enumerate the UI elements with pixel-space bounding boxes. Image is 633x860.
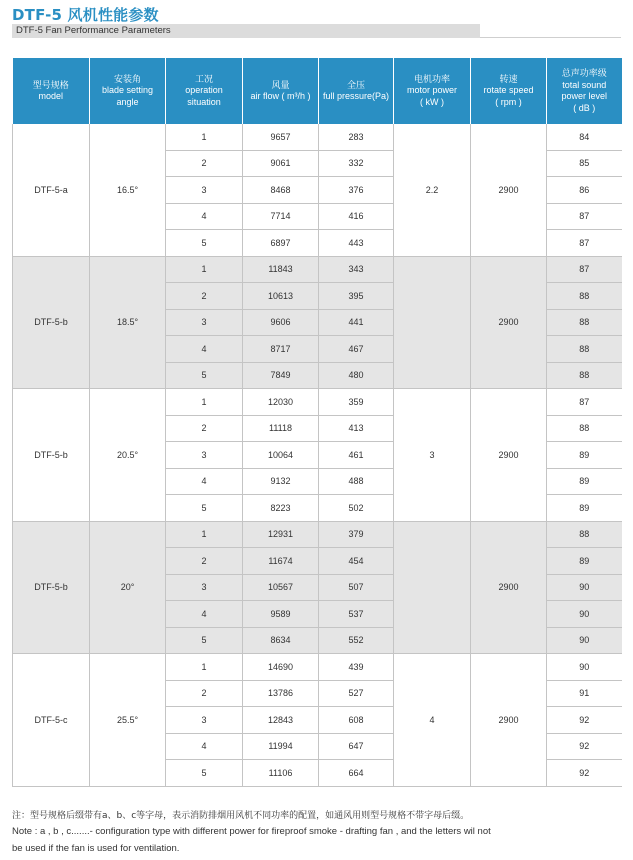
sound-level-cell: 86 <box>547 177 622 204</box>
situation-cell: 2 <box>166 680 243 707</box>
pressure-cell: 359 <box>319 389 394 416</box>
situation-cell: 3 <box>166 574 243 601</box>
model-cell: DTF-5-c <box>13 654 90 787</box>
airflow-cell: 9606 <box>243 309 319 336</box>
angle-cell: 16.5° <box>90 124 166 256</box>
column-header-model <box>13 58 90 124</box>
pressure-cell: 608 <box>319 707 394 734</box>
situation-cell: 2 <box>166 415 243 442</box>
airflow-cell: 9589 <box>243 601 319 628</box>
column-header-en: rotate speed <box>483 85 534 96</box>
pressure-cell: 441 <box>319 309 394 336</box>
column-header-full-pressure <box>319 58 394 124</box>
situation-cell: 1 <box>166 654 243 681</box>
situation-cell: 2 <box>166 283 243 310</box>
column-header-en: total sound <box>562 79 607 90</box>
sound-level-cell: 84 <box>547 124 622 150</box>
sound-level-cell: 85 <box>547 150 622 177</box>
situation-cell: 3 <box>166 309 243 336</box>
airflow-cell: 11843 <box>243 256 319 283</box>
pressure-cell: 664 <box>319 760 394 787</box>
note-english-line-1: Note : a , b , c.......- configuration type with different power for fireproof smoke - drafting fan , and the letters wil not <box>12 826 491 837</box>
model-cell: DTF-5-a <box>13 124 90 256</box>
model-cell: DTF-5-b <box>13 521 90 654</box>
column-header-cn: 转速 <box>499 73 518 84</box>
pressure-cell: 376 <box>319 177 394 204</box>
pressure-cell: 647 <box>319 733 394 760</box>
column-header-cn: 全压 <box>346 79 365 90</box>
pressure-cell: 552 <box>319 627 394 654</box>
sound-level-cell: 87 <box>547 389 622 416</box>
pressure-cell: 413 <box>319 415 394 442</box>
situation-cell: 3 <box>166 442 243 469</box>
situation-cell: 1 <box>166 521 243 548</box>
airflow-cell: 6897 <box>243 230 319 257</box>
table-row <box>13 256 622 283</box>
table-row <box>13 389 622 416</box>
motor-power-cell: 2.2 <box>394 124 471 256</box>
airflow-cell: 12030 <box>243 389 319 416</box>
airflow-cell: 7849 <box>243 362 319 389</box>
airflow-cell: 9061 <box>243 150 319 177</box>
rotate-speed-cell: 2900 <box>471 124 547 256</box>
airflow-cell: 9132 <box>243 468 319 495</box>
column-header-en: ( rpm ) <box>495 96 522 107</box>
airflow-cell: 10567 <box>243 574 319 601</box>
pressure-cell: 454 <box>319 548 394 575</box>
page-subtitle: DTF-5 Fan Performance Parameters <box>16 25 171 36</box>
sound-level-cell: 89 <box>547 442 622 469</box>
airflow-cell: 13786 <box>243 680 319 707</box>
table-row <box>13 521 622 548</box>
situation-cell: 4 <box>166 601 243 628</box>
sound-level-cell: 89 <box>547 468 622 495</box>
situation-cell: 2 <box>166 150 243 177</box>
pressure-cell: 395 <box>319 283 394 310</box>
note-chinese: 注：型号规格后缀带有a、b、c等字母，表示消防排烟用风机不同功率的配置，如通风用则型号规格不带字母后缀。 <box>12 811 470 821</box>
sound-level-cell: 88 <box>547 309 622 336</box>
column-header-en: operation <box>185 85 223 96</box>
column-header-air-flow <box>243 58 319 124</box>
rotate-speed-cell: 2900 <box>471 256 547 389</box>
sound-level-cell: 90 <box>547 654 622 681</box>
motor-power-cell <box>394 521 471 654</box>
sound-level-cell: 92 <box>547 707 622 734</box>
rotate-speed-cell: 2900 <box>471 389 547 522</box>
pressure-cell: 488 <box>319 468 394 495</box>
sound-level-cell: 92 <box>547 733 622 760</box>
situation-cell: 4 <box>166 203 243 230</box>
situation-cell: 5 <box>166 495 243 522</box>
situation-cell: 3 <box>166 707 243 734</box>
table-row <box>13 654 622 681</box>
airflow-cell: 8468 <box>243 177 319 204</box>
column-header-motor-power <box>394 58 471 124</box>
sound-level-cell: 90 <box>547 627 622 654</box>
column-header-blade-setting-angle <box>90 58 166 124</box>
situation-cell: 5 <box>166 760 243 787</box>
motor-power-cell <box>394 256 471 389</box>
pressure-cell: 343 <box>319 256 394 283</box>
column-header-en: blade setting <box>101 85 154 96</box>
pressure-cell: 439 <box>319 654 394 681</box>
column-header-total-sound-power-level <box>547 58 622 124</box>
pressure-cell: 461 <box>319 442 394 469</box>
situation-cell: 1 <box>166 389 243 416</box>
column-header-cn: 型号规格 <box>32 79 69 90</box>
airflow-cell: 7714 <box>243 203 319 230</box>
sound-level-cell: 88 <box>547 283 622 310</box>
pressure-cell: 467 <box>319 336 394 363</box>
sound-level-cell: 88 <box>547 336 622 363</box>
pressure-cell: 443 <box>319 230 394 257</box>
column-header-en: ( dB ) <box>573 102 596 113</box>
column-header-en: motor power <box>406 85 458 96</box>
column-header-en: air flow ( m³/h ) <box>250 91 311 101</box>
situation-cell: 5 <box>166 627 243 654</box>
airflow-cell: 9657 <box>243 124 319 150</box>
angle-cell: 18.5° <box>90 256 166 389</box>
pressure-cell: 527 <box>319 680 394 707</box>
sound-level-cell: 88 <box>547 362 622 389</box>
situation-cell: 2 <box>166 548 243 575</box>
pressure-cell: 416 <box>319 203 394 230</box>
sound-level-cell: 89 <box>547 495 622 522</box>
airflow-cell: 12843 <box>243 707 319 734</box>
column-header-en: power level <box>561 91 608 101</box>
sound-level-cell: 87 <box>547 203 622 230</box>
airflow-cell: 10064 <box>243 442 319 469</box>
table-header-row <box>13 58 622 124</box>
situation-cell: 3 <box>166 177 243 204</box>
column-header-cn: 安装角 <box>113 73 141 84</box>
angle-cell: 25.5° <box>90 654 166 787</box>
situation-cell: 5 <box>166 362 243 389</box>
performance-table <box>12 58 622 787</box>
airflow-cell: 12931 <box>243 521 319 548</box>
column-header-cn: 电机功率 <box>413 73 450 84</box>
pressure-cell: 507 <box>319 574 394 601</box>
sound-level-cell: 90 <box>547 574 622 601</box>
column-header-cn: 总声功率级 <box>561 68 607 78</box>
airflow-cell: 8223 <box>243 495 319 522</box>
pressure-cell: 480 <box>319 362 394 389</box>
column-header-operation-situation <box>166 58 243 124</box>
airflow-cell: 8634 <box>243 627 319 654</box>
rotate-speed-cell: 2900 <box>471 521 547 654</box>
sound-level-cell: 90 <box>547 601 622 628</box>
sound-level-cell: 87 <box>547 230 622 257</box>
page-title: DTF-5 风机性能参数 <box>12 6 159 24</box>
sound-level-cell: 89 <box>547 548 622 575</box>
pressure-cell: 502 <box>319 495 394 522</box>
column-header-en: full pressure(Pa) <box>322 91 390 101</box>
sound-level-cell: 88 <box>547 415 622 442</box>
sound-level-cell: 92 <box>547 760 622 787</box>
sound-level-cell: 91 <box>547 680 622 707</box>
airflow-cell: 11106 <box>243 760 319 787</box>
airflow-cell: 8717 <box>243 336 319 363</box>
pressure-cell: 379 <box>319 521 394 548</box>
column-header-cn: 风量 <box>271 79 290 90</box>
situation-cell: 1 <box>166 124 243 150</box>
column-header-cn: 工况 <box>194 73 213 84</box>
model-cell: DTF-5-b <box>13 256 90 389</box>
airflow-cell: 10613 <box>243 283 319 310</box>
column-header-en: situation <box>187 96 221 107</box>
airflow-cell: 11994 <box>243 733 319 760</box>
column-header-en: ( kW ) <box>420 96 444 107</box>
rotate-speed-cell: 2900 <box>471 654 547 787</box>
column-header-rotate-speed <box>471 58 547 124</box>
column-header-en: model <box>38 91 63 101</box>
pressure-cell: 283 <box>319 124 394 150</box>
angle-cell: 20.5° <box>90 389 166 522</box>
situation-cell: 5 <box>166 230 243 257</box>
sound-level-cell: 87 <box>547 256 622 283</box>
airflow-cell: 11674 <box>243 548 319 575</box>
angle-cell: 20° <box>90 521 166 654</box>
note-english-line-2: be used if the fan is used for ventilation. <box>12 843 180 854</box>
airflow-cell: 11118 <box>243 415 319 442</box>
table-row <box>13 124 622 150</box>
motor-power-cell: 3 <box>394 389 471 522</box>
sound-level-cell: 88 <box>547 521 622 548</box>
model-cell: DTF-5-b <box>13 389 90 522</box>
situation-cell: 1 <box>166 256 243 283</box>
motor-power-cell: 4 <box>394 654 471 787</box>
situation-cell: 4 <box>166 468 243 495</box>
situation-cell: 4 <box>166 733 243 760</box>
subtitle-divider <box>480 37 621 38</box>
airflow-cell: 14690 <box>243 654 319 681</box>
pressure-cell: 332 <box>319 150 394 177</box>
pressure-cell: 537 <box>319 601 394 628</box>
column-header-en: angle <box>116 96 139 107</box>
situation-cell: 4 <box>166 336 243 363</box>
